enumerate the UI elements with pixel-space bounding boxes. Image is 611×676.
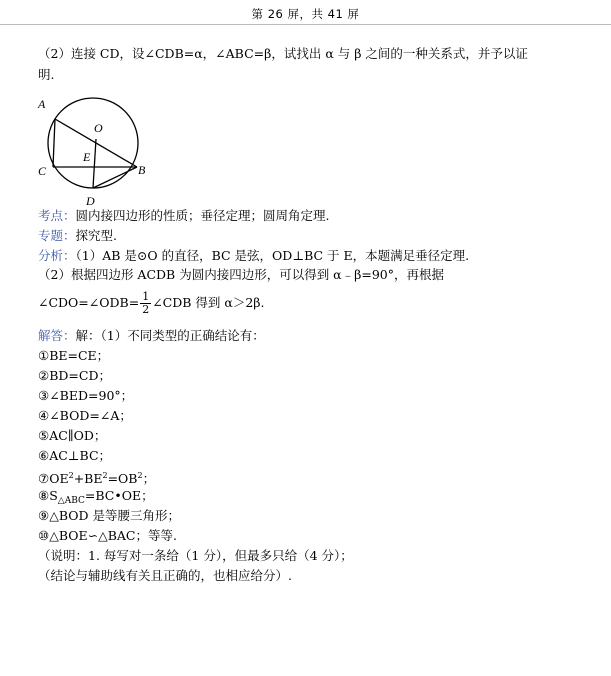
fenxi-line-3-post: ∠CDB 得到 α＞2β. [152,295,265,310]
label-a: A [38,97,46,111]
fenxi-text: （1）AB 是⊙O 的直径，BC 是弦，OD⊥BC 于 E，本题满足垂径定理. [75,248,470,263]
fenxi-line-1 [38,247,469,264]
question-line-2: 明. [38,67,55,82]
c7-part-b: +BE [73,471,103,486]
c7-part-a: ⑦OE [38,471,69,486]
conclusion-6: ⑥AC⊥BC； [38,448,112,463]
zhuanti-text: 探究型. [75,228,117,243]
c7-sup-2: 2 [102,471,108,480]
kaodian-text: 圆内接四边形的性质；垂径定理；圆周角定理. [75,208,330,223]
conclusion-1: ①BE=CE； [38,348,110,363]
conclusion-7 [38,467,155,487]
fenxi-label: 分析： [38,248,76,263]
conclusion-5: ⑤AC∥OD； [38,428,107,443]
header-divider [0,24,611,25]
label-o: O [94,121,103,135]
jieda-line [38,327,265,344]
kaodian-line [38,207,330,224]
segment-od [93,139,96,188]
question-line-1: （2）连接 CD，设∠CDB=α，∠ABC=β，试找出 α 与 β 之间的一种关系式，并予以证 [38,46,528,61]
circle-geometry-figure [34,95,174,210]
fraction-one-half [140,291,151,316]
jieda-text: 解：（1）不同类型的正确结论有： [75,328,265,343]
zhuanti-line [38,227,117,244]
fenxi-line-2: （2）根据四边形 ACDB 为圆内接四边形，可以得到 α﹣β=90°，再根据 [38,267,444,282]
label-d: D [86,194,95,208]
c8-subscript: △ABC [57,496,85,506]
note-line-2: （结论与辅助线有关且正确的，也相应给分）. [38,568,292,583]
fenxi-line-3-pre: ∠CDO=∠ODB= [38,295,140,310]
label-b: B [138,163,146,177]
label-c: C [38,164,47,178]
c8-part-b: =BC•OE； [84,488,154,503]
conclusion-9: ⑨△BOD 是等腰三角形； [38,508,180,523]
jieda-label: 解答： [38,328,76,343]
zhuanti-label: 专题： [38,228,76,243]
fraction-denominator: 2 [142,303,150,316]
fraction-numerator: 1 [142,290,150,303]
kaodian-label: 考点： [38,208,76,223]
conclusion-4: ④∠BOD=∠A； [38,408,132,423]
page-header: 第 26 屏，共 41 屏 [251,7,360,21]
circle-o [48,98,138,188]
c7-part-c: =OB [107,471,138,486]
c7-sup-3: 2 [137,471,143,480]
label-e: E [83,150,91,164]
fenxi-line-3 [38,290,264,316]
note-line-1: （说明：1. 每写对一条给（1 分），但最多只给（4 分）； [38,548,353,563]
conclusion-2: ②BD=CD； [38,368,111,383]
c7-part-d: ； [142,471,156,486]
conclusion-3: ③∠BED=90°； [38,388,134,403]
segment-ac [53,119,55,167]
c7-sup-1: 2 [68,471,74,480]
segment-bd [93,167,137,188]
conclusion-10: ⑩△BOE∽△BAC；等等. [38,528,177,543]
c8-part-a: ⑧S [38,488,58,503]
